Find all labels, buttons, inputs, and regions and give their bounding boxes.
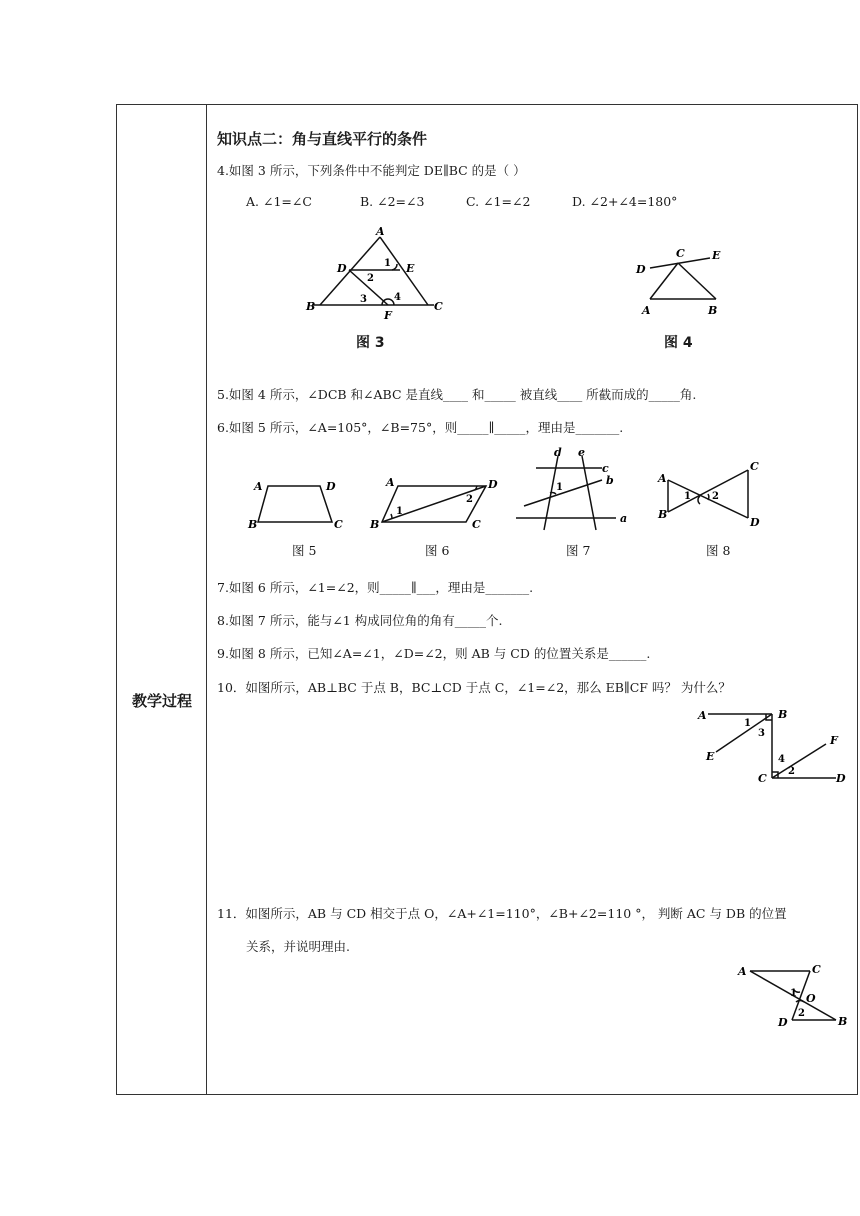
fig4-label-a: A (642, 304, 651, 317)
q11-angle-2: 2 (798, 1008, 805, 1019)
q10-label-f: F (830, 734, 838, 747)
q11-label-a: A (738, 965, 747, 978)
question-7: 7.如图 6 所示，∠1=∠2，则_____∥___，理由是_______. (217, 580, 534, 595)
q11-label-o: O (806, 992, 816, 1005)
q4-option-c: C. ∠1=∠2 (466, 194, 531, 209)
figure-8 (654, 458, 764, 534)
question-6: 6.如图 5 所示，∠A=105°，∠B=75°，则_____∥_____，理由是_______. (217, 420, 624, 435)
q11-label-b: B (838, 1015, 848, 1028)
q4-option-d: D. ∠2+∠4=180° (572, 194, 678, 209)
fig7-caption: 图 7 (566, 543, 591, 558)
fig7-label-d: d (554, 446, 562, 459)
fig4-label-e: E (712, 249, 721, 262)
q4-option-b: B. ∠2=∠3 (360, 194, 425, 209)
fig5-label-d: D (326, 480, 336, 493)
fig4-label-d: D (636, 263, 646, 276)
q10-angle-1: 1 (744, 718, 751, 729)
row-label: 教学过程 (131, 692, 192, 710)
fig3-label-a: A (376, 225, 385, 238)
fig6-angle-1: 1 (396, 506, 403, 517)
fig7-label-b: b (606, 474, 614, 487)
figure-3 (300, 224, 450, 324)
fig4-caption: 图 4 (664, 335, 693, 351)
fig6-label-d: D (488, 478, 498, 491)
fig5-label-c: C (334, 518, 343, 531)
fig7-label-c: c (602, 462, 609, 475)
q10-label-b: B (778, 708, 788, 721)
q10-label-c: C (758, 772, 767, 785)
q10-angle-3: 3 (758, 728, 765, 739)
q10-angle-2: 2 (788, 766, 795, 777)
question-5: 5.如图 4 所示，∠DCB 和∠ABC 是直线____ 和_____ 被直线____ 所截而成的_____角. (217, 387, 697, 402)
table-divider (206, 104, 207, 1095)
fig3-caption: 图 3 (356, 335, 385, 351)
figure-5 (248, 474, 358, 534)
fig3-label-c: C (434, 300, 443, 313)
fig8-angle-2: 2 (712, 491, 719, 502)
question-9: 9.如图 8 所示，已知∠A=∠1，∠D=∠2，则 AB 与 CD 的位置关系是______. (217, 646, 651, 661)
question-8: 8.如图 7 所示，能与∠1 构成同位角的角有_____个. (217, 613, 503, 628)
figure-6 (368, 470, 508, 534)
fig4-label-b: B (708, 304, 718, 317)
fig6-caption: 图 6 (425, 543, 450, 558)
fig4-label-c: C (676, 247, 685, 260)
question-11-line-1: 11．如图所示，AB 与 CD 相交于点 O，∠A+∠1=110°，∠B+∠2=110 °， 判断 AC 与 DB 的位置 (217, 906, 787, 921)
q10-label-e: E (706, 750, 715, 763)
fig7-angle-1: 1 (556, 482, 563, 493)
q10-angle-4: 4 (778, 754, 785, 765)
fig7-label-a: a (620, 512, 628, 525)
q11-label-c: C (812, 963, 821, 976)
fig6-label-c: C (472, 518, 481, 531)
fig5-caption: 图 5 (292, 543, 317, 558)
fig3-angle-2: 2 (367, 273, 374, 284)
figure-q10 (692, 700, 852, 796)
fig3-label-e: E (406, 262, 415, 275)
q11-label-d: D (778, 1016, 788, 1029)
fig8-angle-1: 1 (684, 491, 691, 502)
fig8-label-b: B (658, 508, 668, 521)
fig3-angle-1: 1 (384, 258, 391, 269)
section-heading: 知识点二：角与直线平行的条件 (217, 130, 428, 148)
fig3-label-b: B (306, 300, 316, 313)
question-10-stem: 10．如图所示，AB⊥BC 于点 B，BC⊥CD 于点 C，∠1=∠2，那么 EB∥CF 吗？ 为什么？ (217, 680, 731, 695)
fig6-label-b: B (370, 518, 380, 531)
q4-option-a: A. ∠1=∠C (246, 194, 312, 209)
question-11-line-2: 关系，并说明理由. (246, 939, 350, 954)
fig7-label-e: e (578, 446, 585, 459)
fig8-caption: 图 8 (706, 543, 731, 558)
fig3-label-d: D (337, 262, 347, 275)
fig6-angle-2: 2 (466, 494, 473, 505)
figure-7 (510, 446, 635, 534)
fig5-label-b: B (248, 518, 258, 531)
question-4-stem: 4.如图 3 所示，下列条件中不能判定 DE∥BC 的是（ ） (217, 163, 526, 178)
fig6-label-a: A (386, 476, 395, 489)
q10-label-d: D (836, 772, 846, 785)
fig8-label-a: A (658, 472, 667, 485)
fig8-label-d: D (750, 516, 760, 529)
fig5-label-a: A (254, 480, 263, 493)
figure-4 (630, 244, 730, 324)
table-frame (116, 104, 858, 1095)
q10-label-a: A (698, 709, 707, 722)
fig3-angle-4: 4 (394, 292, 401, 303)
fig3-label-f: F (384, 309, 392, 322)
figure-q11 (736, 962, 852, 1030)
fig3-angle-3: 3 (360, 294, 367, 305)
fig8-label-c: C (750, 460, 759, 473)
q11-angle-1: 1 (790, 988, 797, 999)
